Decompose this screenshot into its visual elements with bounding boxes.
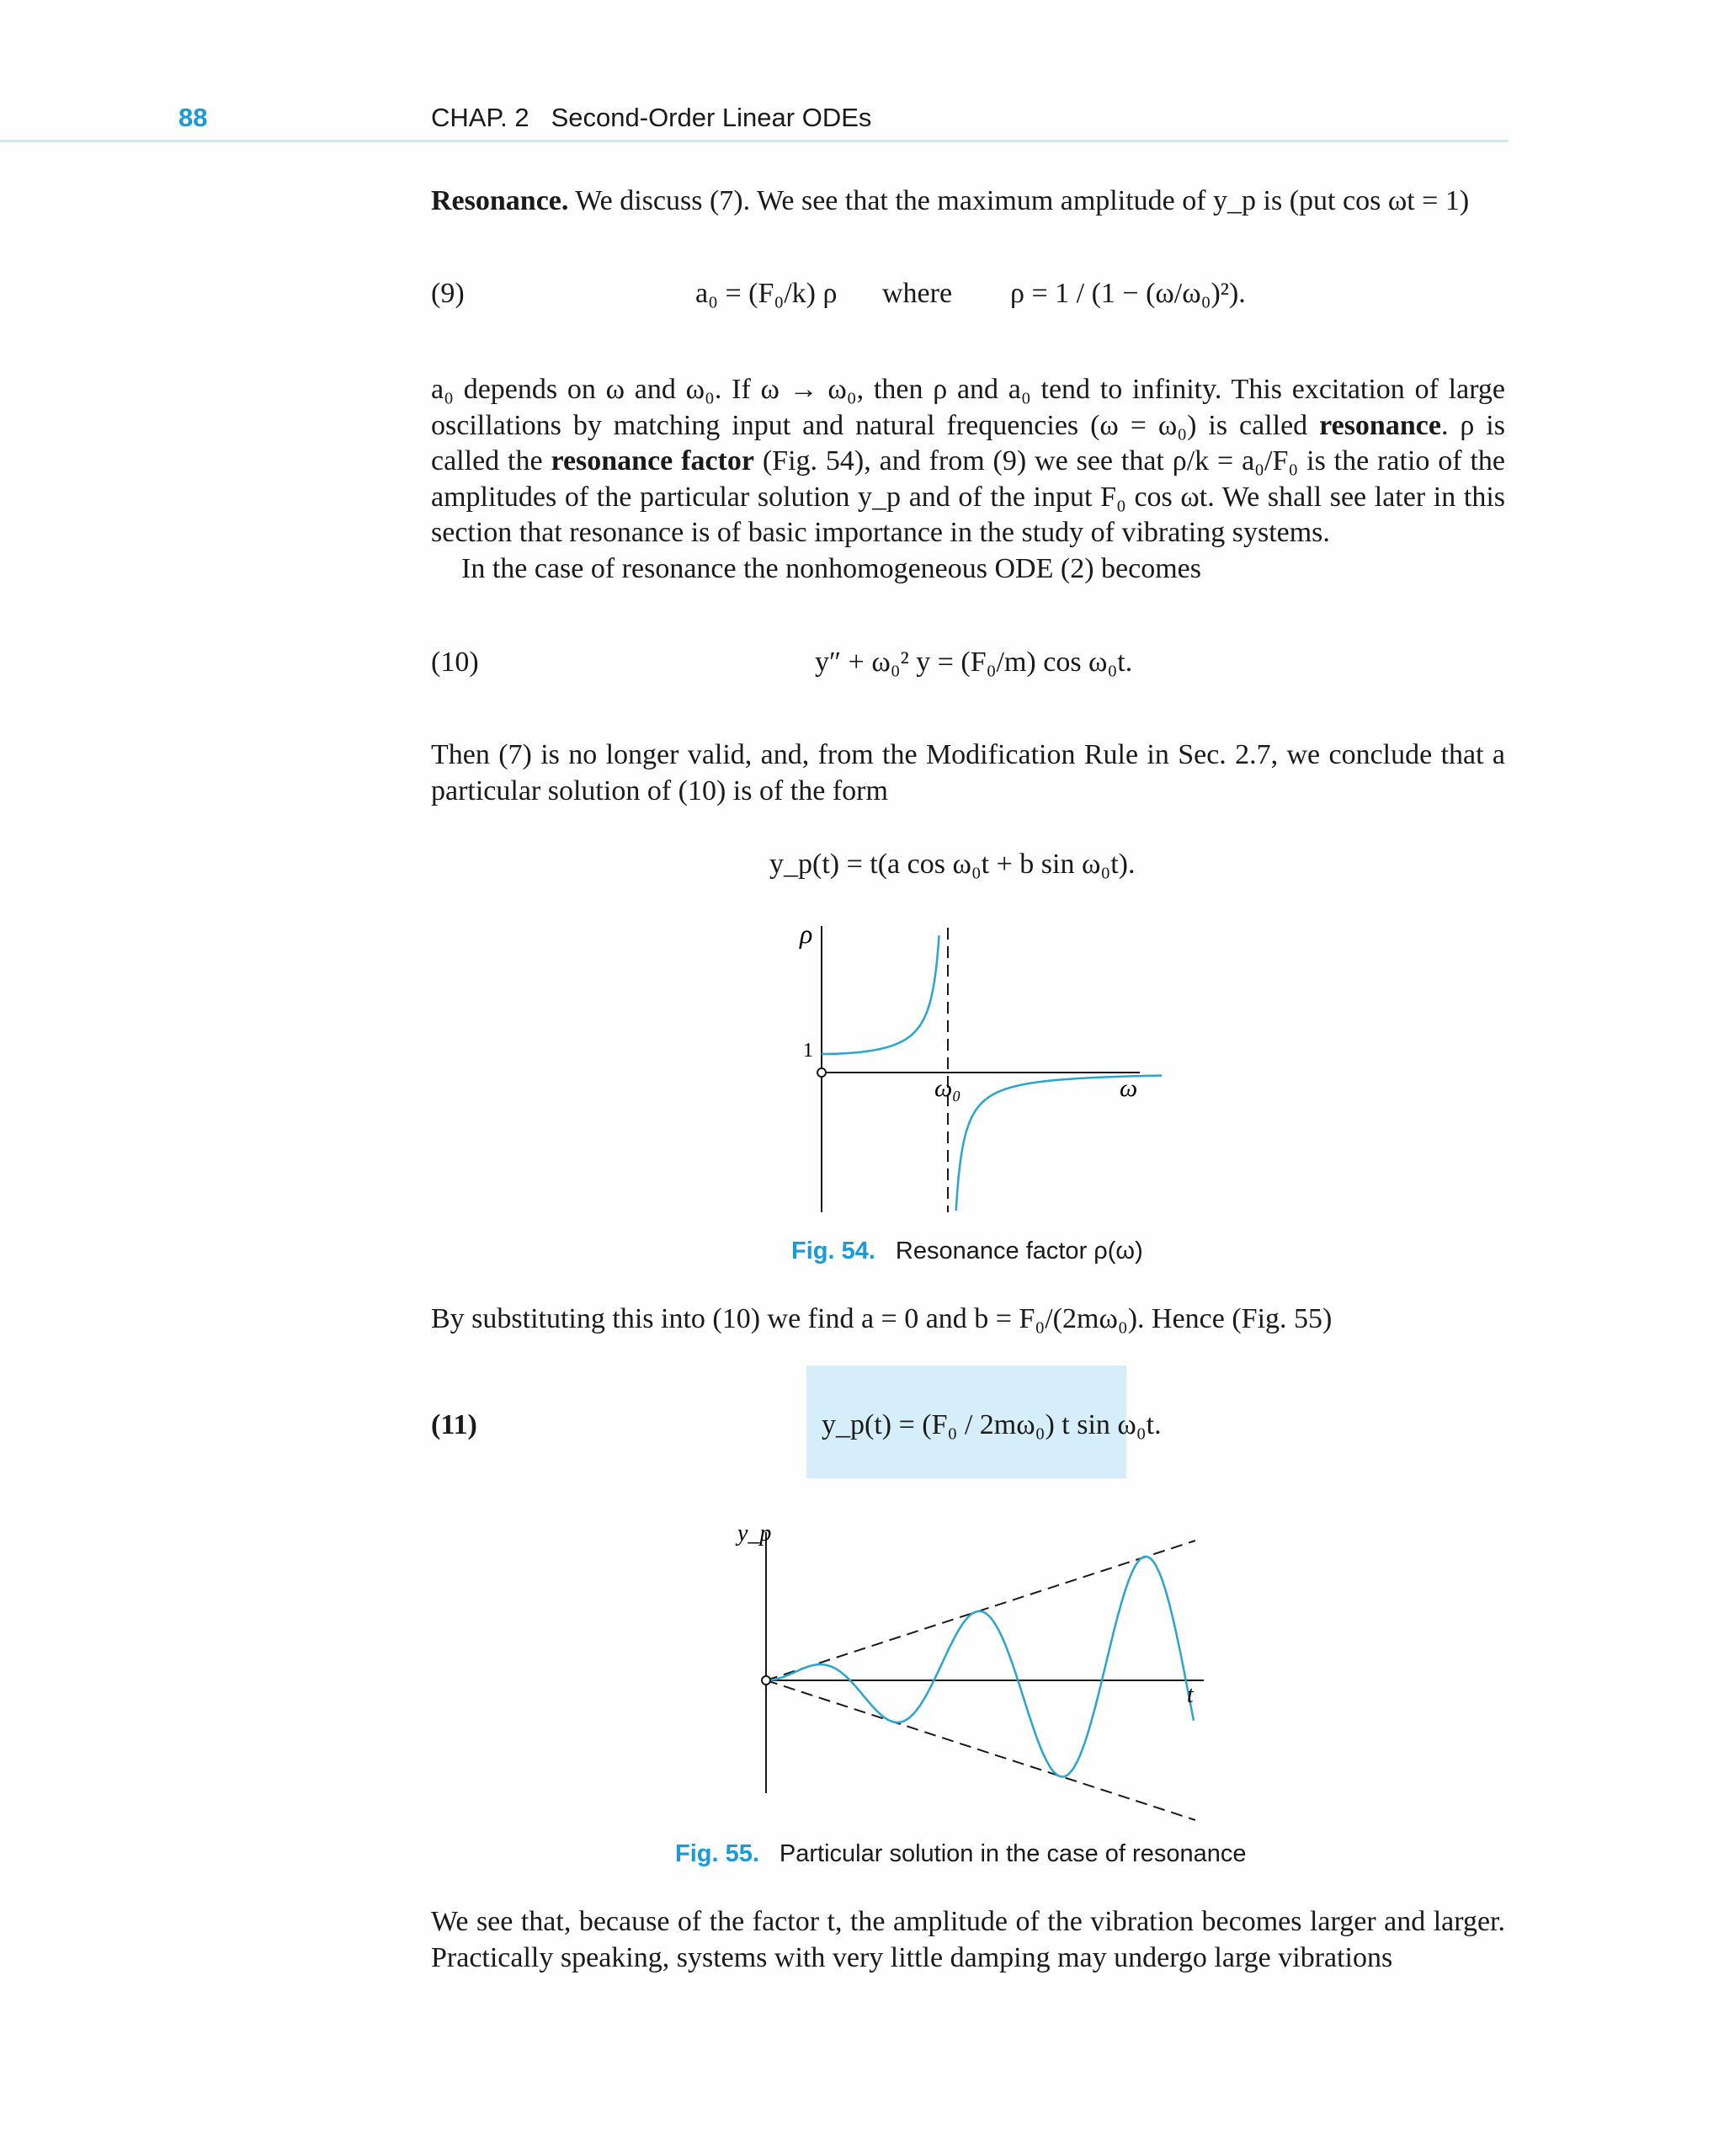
paragraph1-text-4: In the case of resonance the nonhomogeneous ODE (2) becomes [461,552,1201,584]
running-header [431,103,871,133]
chapter-title: Second-Order Linear ODEs [551,103,872,132]
equation-9-rhs: ρ = 1 / (1 − (ω/ω₀)²). [1010,278,1246,309]
resonance-intro [431,184,1505,220]
figure-55-plot [724,1515,1212,1835]
equation-9-where: where [882,278,953,309]
paragraph-substitution [431,1302,1505,1338]
figure-55-caption [675,1840,1246,1868]
fig54-caption-text: Resonance factor ρ(ω) [895,1238,1143,1264]
paragraph1-text-2: . ρ is called the [431,409,1505,476]
chapter-label: CHAP. 2 [431,103,529,132]
header-rule [0,140,1508,142]
fig54-y-tick: 1 [803,1040,813,1062]
fig54-x-label: ω [1120,1074,1138,1102]
equation-10-number: (10) [431,647,479,678]
fig54-y-label: ρ [800,918,813,949]
fig54-origin-marker [817,1068,826,1077]
fig54-label: Fig. 54. [791,1238,875,1264]
fig55-solution-curve [766,1557,1194,1777]
fig54-curve-left [822,935,939,1054]
equation-11: y_p(t) = (F₀ / 2mω₀) t sin ω₀t. [822,1409,1162,1440]
fig55-caption-text: Particular solution in the case of resonance [779,1840,1247,1867]
equation-11-number: (11) [431,1409,477,1440]
equation-9-number: (9) [431,278,465,309]
term-resonance: resonance [1319,409,1441,441]
fig55-y-label: y_p [737,1520,772,1546]
resonance-heading: Resonance. [431,185,569,216]
paragraph-modification-rule [431,737,1505,809]
paragraph4-text: We see that, because of the factor t, the amplitude of the vibration becomes larger and larger. Practically speaking, systems with very little damping may undergo large vibrations [431,1906,1505,1973]
paragraph-resonance-explanation [431,372,1505,587]
fig55-label: Fig. 55. [675,1840,759,1867]
fig55-x-label: t [1187,1682,1194,1708]
paragraph2-text: Then (7) is no longer valid, and, from the Modification Rule in Sec. 2.7, we conclude that a particular solution of (10) is of the form [431,739,1505,807]
figure-54-plot [783,918,1162,1221]
page-number: 88 [178,103,208,132]
paragraph-amplitude-growth [431,1904,1505,1976]
resonance-intro-text: We discuss (7). We see that the maximum amplitude of y_p is (put cos ωt = 1) [568,185,1470,216]
fig55-envelope-lower [766,1680,1195,1820]
fig55-origin-marker [762,1676,770,1685]
equation-9-lhs: a₀ = (F₀/k) ρ [695,278,838,309]
equation-particular-form: y_p(t) = t(a cos ω₀t + b sin ω₀t). [769,849,1136,880]
equation-10: y″ + ω₀² y = (F₀/m) cos ω₀t. [815,647,1133,678]
term-resonance-factor: resonance factor [551,445,754,476]
fig54-asymptote-label: ω₀ [934,1074,961,1102]
paragraph3-text: By substituting this into (10) we find a = 0 and b = F₀/(2mω₀). Hence (Fig. 55) [431,1303,1333,1334]
paragraph1-text-1: a₀ depends on ω and ω₀. If ω → ω₀, then ρ and a₀ tend to infinity. This excitation of large oscillations by matching input and natural frequencies (ω = ω₀) is called [431,374,1505,441]
figure-54-caption [791,1238,1143,1265]
paragraph1-text-3: (Fig. 54), and from (9) we see that ρ/k = a₀/F₀ is the ratio of the amplitudes of the particular solution y_p and of the input F₀ cos ωt. We shall see later in this section that resonance is of basic importance in the study of vibrating systems. [431,445,1506,548]
